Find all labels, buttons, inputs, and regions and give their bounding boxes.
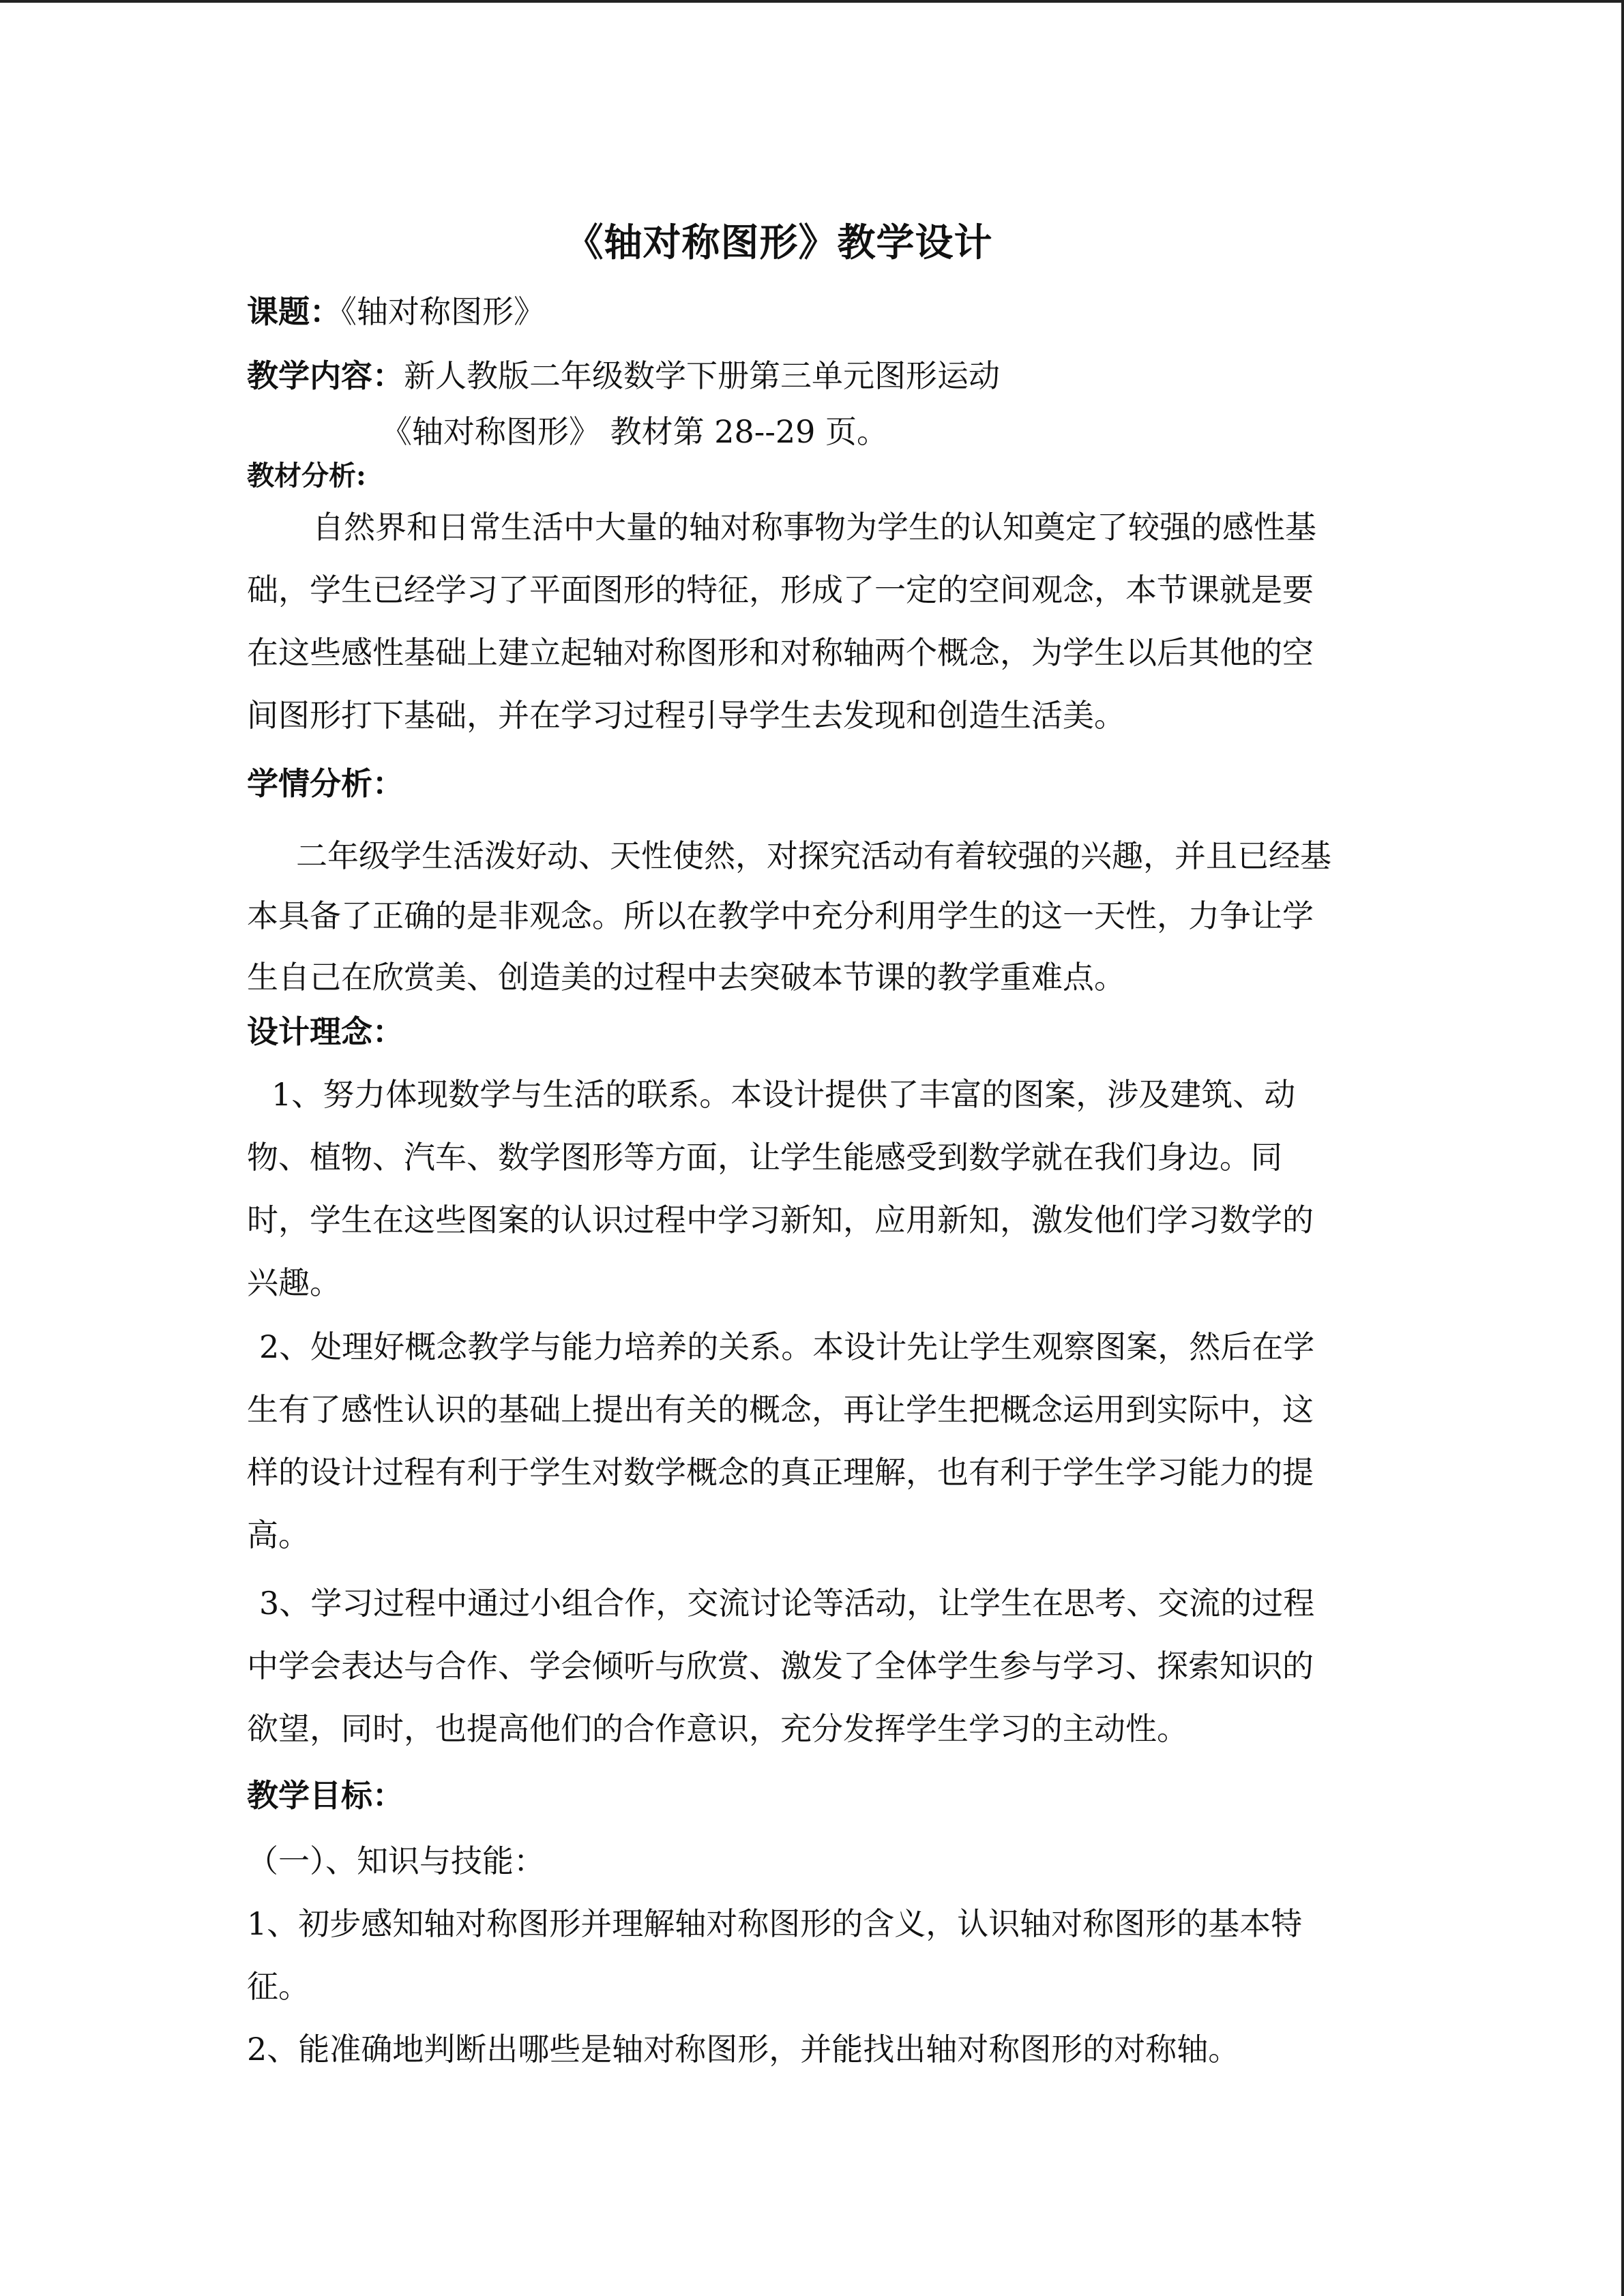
textbook-analysis-line: 间图形打下基础，并在学习过程引导学生去发现和创造生活美。	[247, 697, 1125, 734]
textbook-analysis-line: 础，学生已经学习了平面图形的特征，形成了一定的空间观念，本节课就是要	[247, 571, 1314, 608]
design-concept-line: 欲望，同时，也提高他们的合作意识，充分发挥学生学习的主动性。	[247, 1710, 1188, 1747]
design-concept-line: 1、努力体现数学与生活的联系。本设计提供了丰富的图案，涉及建筑、动	[271, 1076, 1296, 1113]
goals-line: 征。	[247, 1968, 310, 2005]
design-concept-line: 生有了感性认识的基础上提出有关的概念，再让学生把概念运用到实际中，这	[247, 1391, 1314, 1428]
student-analysis-line: 二年级学生活泼好动、天性使然，对探究活动有着较强的兴趣，并且已经基	[296, 837, 1331, 874]
topic-line	[247, 295, 545, 329]
design-concept-line: 2、处理好概念教学与能力培养的关系。本设计先让学生观察图案，然后在学	[259, 1328, 1315, 1365]
goals-heading: 教学目标：	[247, 1777, 404, 1814]
design-concept-line: 3、学习过程中通过小组合作，交流讨论等活动，让学生在思考、交流的过程	[259, 1585, 1315, 1622]
design-concept-line: 时，学生在这些图案的认识过程中学习新知，应用新知，激发他们学习数学的	[247, 1202, 1314, 1238]
design-concept-heading: 设计理念：	[247, 1013, 404, 1050]
page-top-border	[0, 0, 1624, 3]
document-title: 《轴对称图形》教学设计	[565, 220, 993, 265]
content-line-2: 《轴对称图形》 教材第 28--29 页。	[381, 413, 889, 450]
goals-line: 2、能准确地判断出哪些是轴对称图形，并能找出轴对称图形的对称轴。	[247, 2031, 1240, 2068]
textbook-analysis-line: 自然界和日常生活中大量的轴对称事物为学生的认知奠定了较强的感性基	[312, 509, 1316, 546]
design-concept-line: 高。	[247, 1517, 310, 1553]
page-right-border	[1621, 0, 1624, 2296]
content-line	[247, 359, 1000, 393]
textbook-analysis-heading: 教材分析:	[247, 460, 366, 492]
goals-subheading: （一）、知识与技能：	[247, 1843, 545, 1879]
student-analysis-heading: 学情分析：	[247, 765, 404, 802]
content-value: 新人教版二年级数学下册第三单元图形运动	[404, 357, 1000, 394]
goals-line: 1、初步感知轴对称图形并理解轴对称图形的含义，认识轴对称图形的基本特	[247, 1905, 1303, 1942]
topic-label: 课题：	[247, 293, 341, 330]
design-concept-line: 中学会表达与合作、学会倾听与欣赏、激发了全体学生参与学习、探索知识的	[247, 1648, 1314, 1684]
content-label: 教学内容：	[247, 357, 404, 394]
topic-value: 《轴对称图形》	[341, 293, 545, 330]
design-concept-line: 兴趣。	[247, 1264, 341, 1301]
design-concept-line: 样的设计过程有利于学生对数学概念的真正理解，也有利于学生学习能力的提	[247, 1454, 1314, 1491]
student-analysis-line: 生自己在欣赏美、创造美的过程中去突破本节课的教学重难点。	[247, 959, 1125, 996]
student-analysis-line: 本具备了正确的是非观念。所以在教学中充分利用学生的这一天性，力争让学	[247, 897, 1314, 934]
textbook-analysis-line: 在这些感性基础上建立起轴对称图形和对称轴两个概念，为学生以后其他的空	[247, 634, 1314, 671]
design-concept-line: 物、植物、汽车、数学图形等方面，让学生能感受到数学就在我们身边。同	[247, 1139, 1282, 1176]
